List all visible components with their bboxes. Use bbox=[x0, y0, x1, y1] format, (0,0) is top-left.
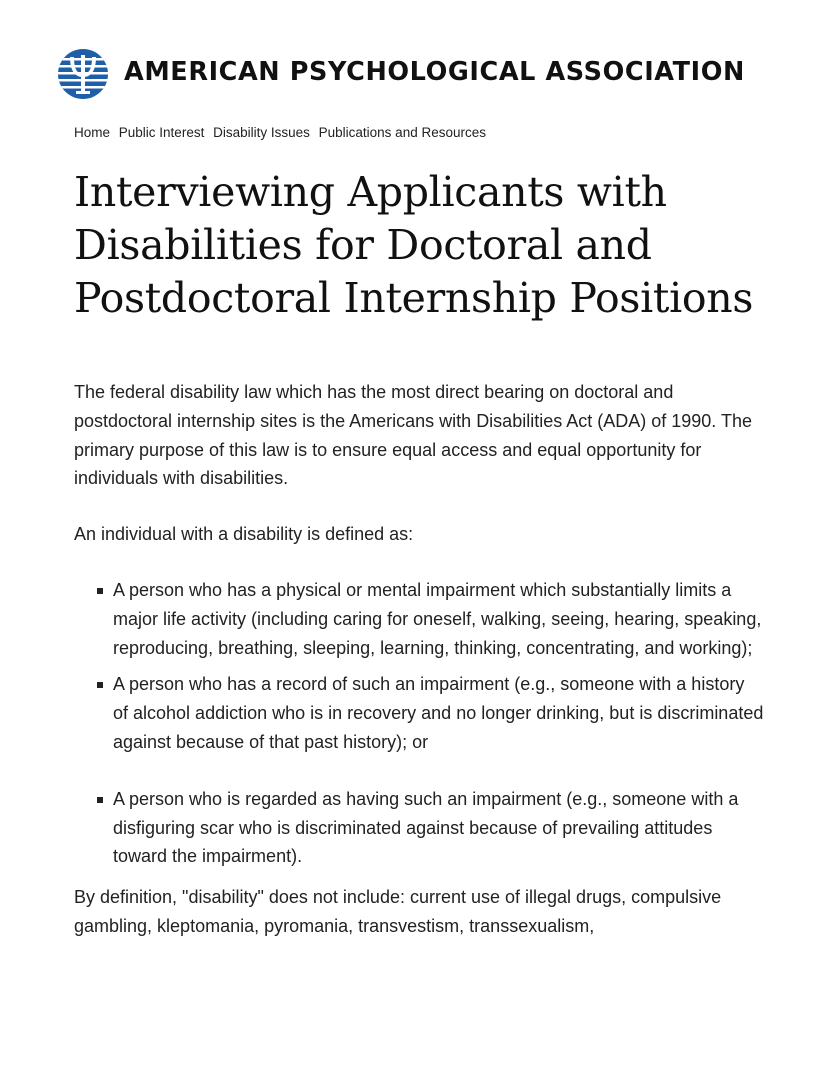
intro-paragraph: The federal disability law which has the most direct bearing on doctoral and postdoctoral internship sites is the Americans with Disabilities Act (ADA) of 1990. The primary purpose of this law is to ensure equal access and equal opportunity for individuals with disabilities. bbox=[74, 382, 752, 489]
definition-lead: An individual with a disability is defined as: bbox=[74, 524, 414, 545]
article-body bbox=[74, 378, 764, 968]
breadcrumb-publications[interactable]: Publications and Resources bbox=[318, 125, 486, 140]
list-item: A person who has a physical or mental impairment which substantially limits a major life activity (including caring for oneself, walking, seeing, hearing, speaking, reproducing, breathing, sleeping, learning, thinking, concentrating, and working); bbox=[74, 576, 764, 662]
apa-logo-icon[interactable] bbox=[58, 49, 108, 99]
org-name: AMERICAN PSYCHOLOGICAL ASSOCIATION bbox=[124, 57, 745, 87]
definition-list bbox=[74, 576, 764, 871]
breadcrumb bbox=[74, 125, 491, 140]
breadcrumb-home[interactable]: Home bbox=[74, 125, 111, 140]
list-item: A person who has a record of such an impairment (e.g., someone with a history of alcohol addiction who is in recovery and no longer drinking, but is discriminated against because of that past history); or bbox=[74, 670, 764, 756]
closing-paragraph: By definition, "disability" does not include: current use of illegal drugs, compulsive gambling, kleptomania, pyromania, transvestism, transsexualism, bbox=[74, 887, 722, 936]
list-item: A person who is regarded as having such an impairment (e.g., someone with a disfiguring scar who is discriminated against because of prevailing attitudes toward the impairment). bbox=[74, 785, 764, 871]
page-title: Interviewing Applicants with Disabilities for Doctoral and Postdoctoral Internship Positions bbox=[74, 168, 754, 322]
breadcrumb-disability-issues[interactable]: Disability Issues bbox=[213, 125, 310, 140]
breadcrumb-public-interest[interactable]: Public Interest bbox=[118, 125, 205, 140]
